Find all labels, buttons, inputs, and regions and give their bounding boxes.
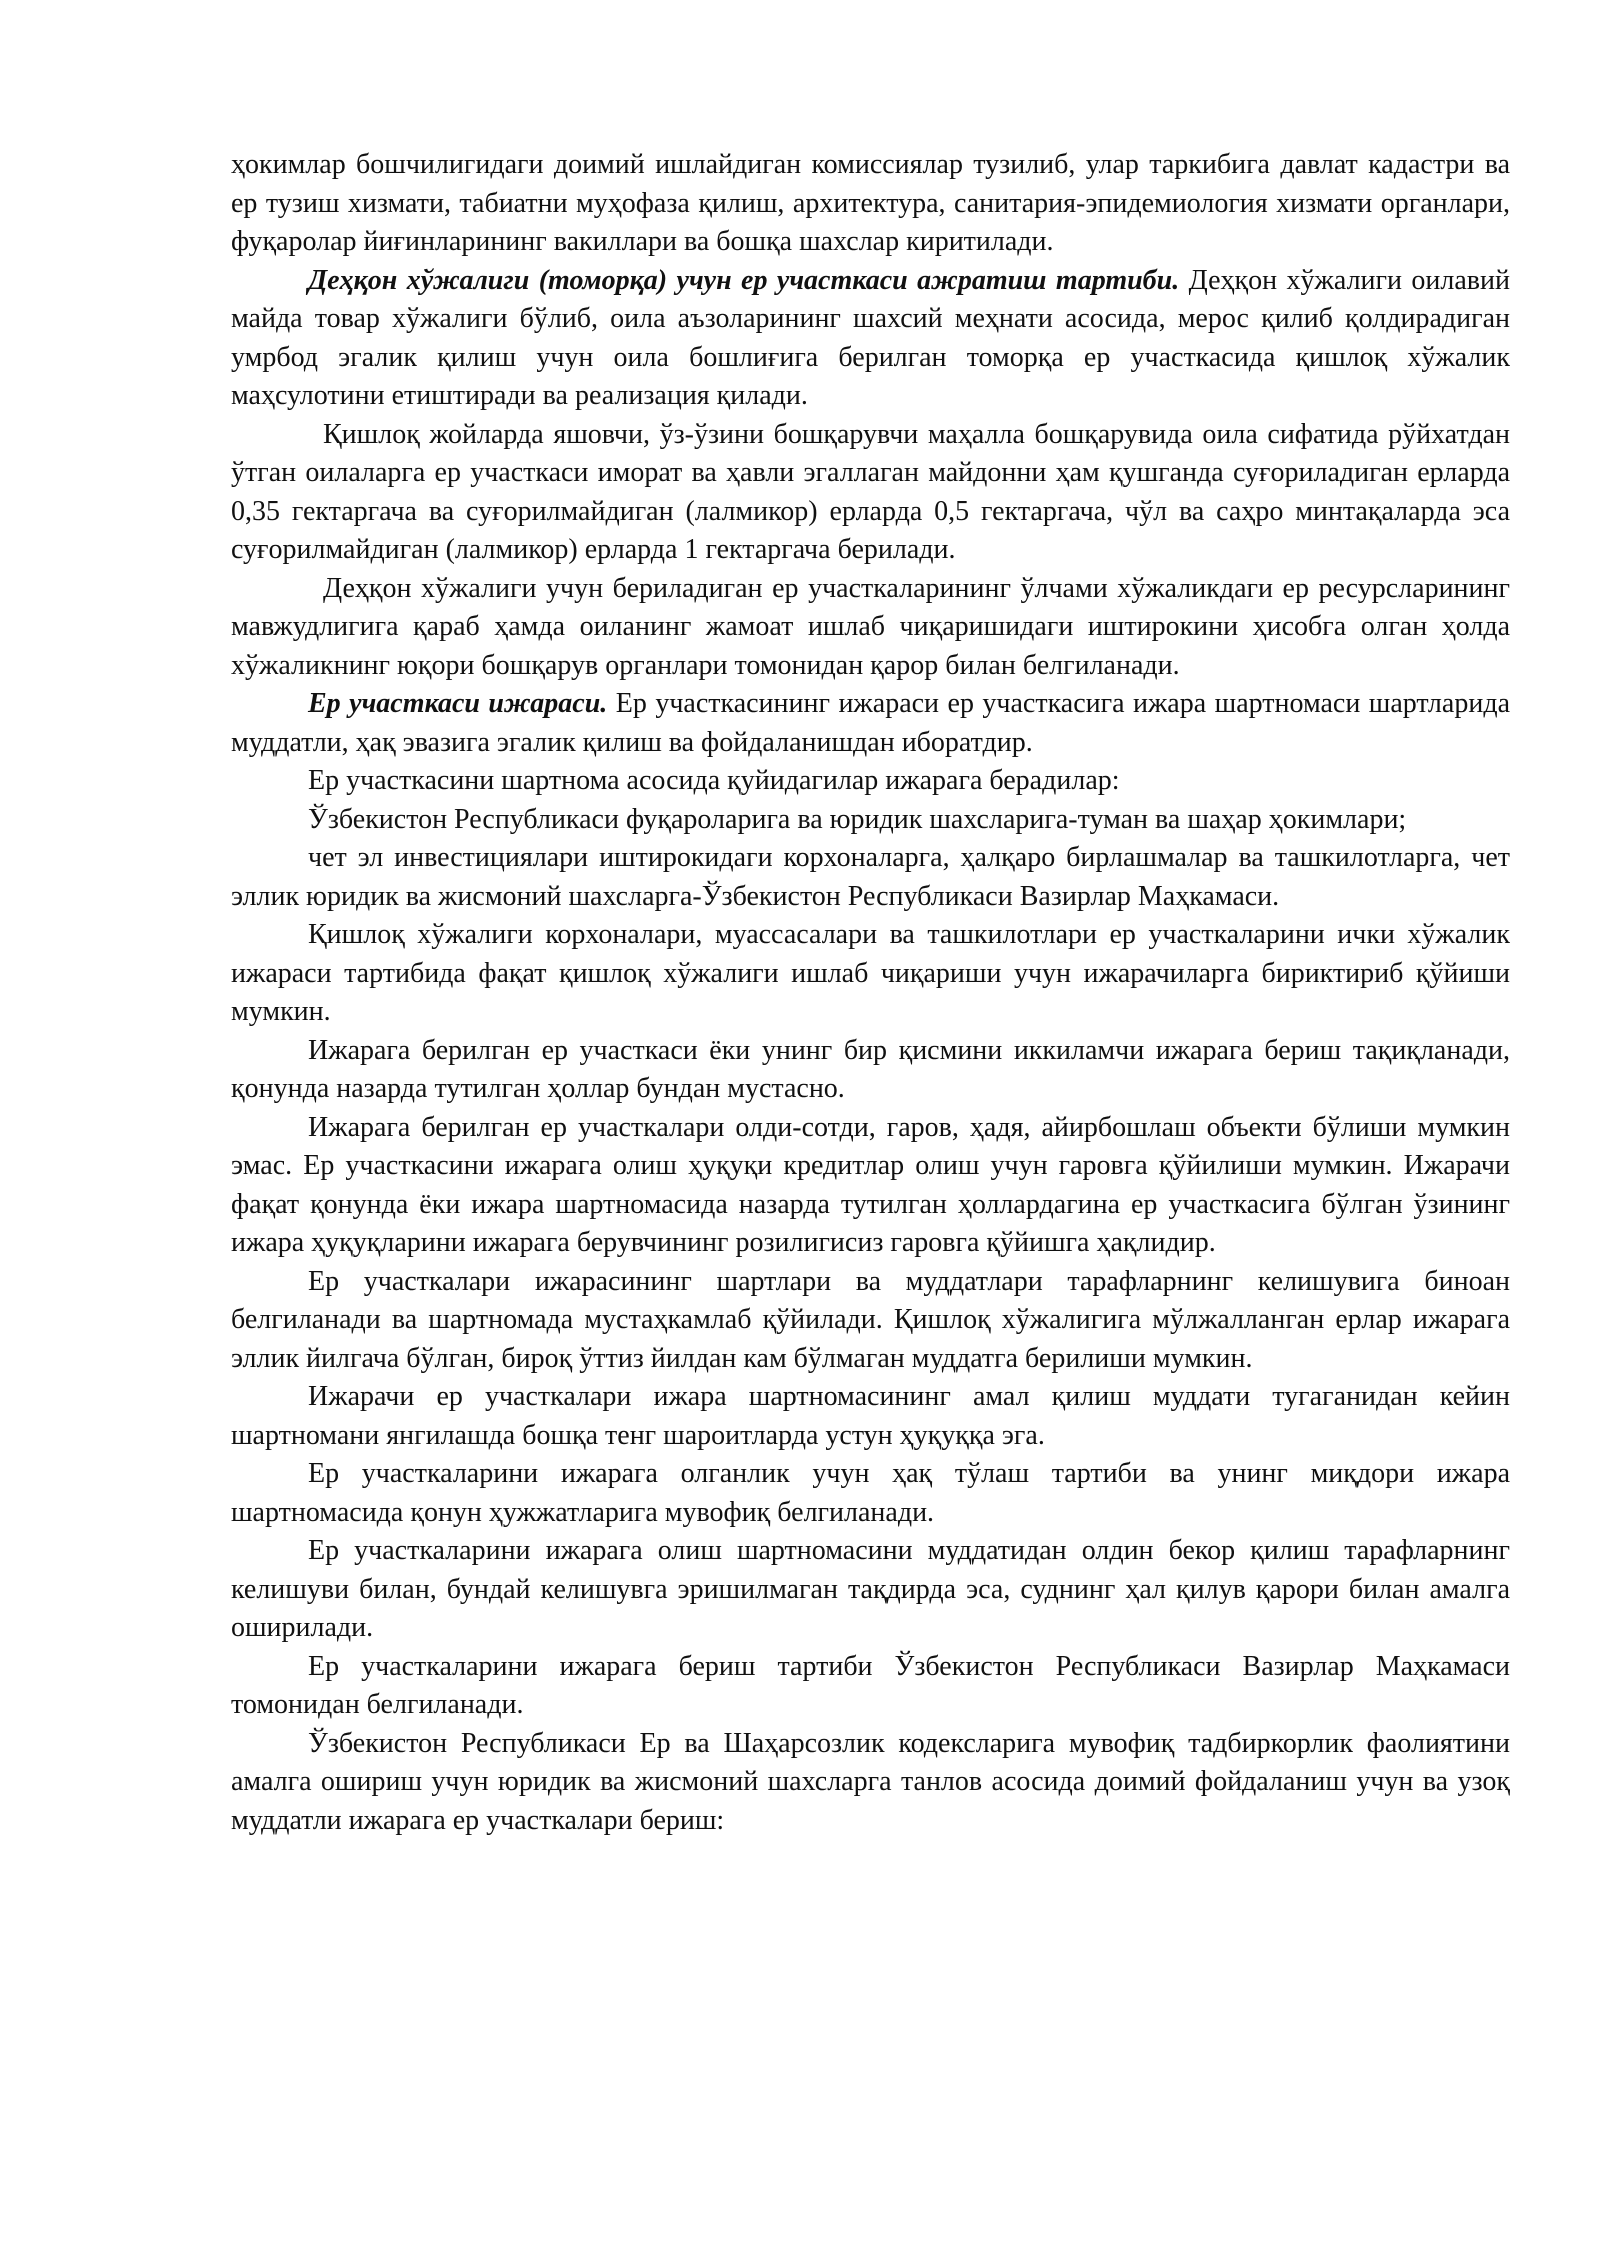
paragraph-lessor-citizens <box>231 801 1510 840</box>
paragraph-text: ҳокимлар бошчилигидаги доимий ишлайдиган комиссиялар тузилиб, улар таркибига давлат кадастри ва ер тузиш хизмати, табиатни муҳофаза қилиш, архитектура, санитария-эпидемиология хизмати органлари, фуқаролар йиғинларининг вакиллари ва бошқа шахслар киритилади. <box>231 149 1510 257</box>
paragraph-text: Ер участкаларини ижарага олганлик учун ҳақ тўлаш тартиби ва унинг миқдори ижара шартномасида қонун ҳужжатларига мувофиқ белгиланади. <box>231 1458 1510 1528</box>
paragraph-text: Ижарага берилган ер участкалари олди-сотди, гаров, ҳадя, айирбошлаш объекти бўлиши мумкин эмас. Ер участкасини ижарага олиш ҳуқуқи кредитлар олиш учун гаровга қўйилиши мумкин. Ижарачи фақат қонунда ёки ижара шартномасида назарда тутилган ҳоллардагина ер участкасига бўлган ўзининг ижара ҳуқуқларини ижарага берувчининг розилигисиз гаровга қўйишга ҳақлидир. <box>231 1111 1510 1258</box>
paragraph-sublease-ban <box>231 1032 1510 1109</box>
document-page <box>231 146 1510 1840</box>
paragraph-lease-procedure <box>231 1648 1510 1725</box>
paragraph-dehqon-allocation <box>231 262 1510 416</box>
paragraph-text: Деҳқон хўжалиги оилавий майда товар хўжалиги бўлиб, оила аъзоларининг шахсий меҳнати асосида, мерос қилиб қолдирадиган умрбод эгалик қилиш учун оила бошлиғига берилган томорқа ер участкасида қишлоқ хўжалик маҳсулотини етиштиради ва реализация қилади. <box>231 264 1510 411</box>
paragraph-lease-renewal <box>231 1378 1510 1455</box>
paragraph-tender-allocation <box>231 1725 1510 1841</box>
paragraph-lessor-foreign <box>231 839 1510 916</box>
paragraph-text: Ер участкаларини ижарага олиш шартномасини муддатидан олдин бекор қилиш тарафларнинг келишуви билан, бундай келишувга эришилмаган тақдирда эса, суднинг ҳал қилув қарори билан амалга оширилади. <box>231 1535 1510 1643</box>
section-heading-land-lease: Ер участкаси ижараси. <box>308 688 608 719</box>
paragraph-text: Ер участкасини шартнома асосида қуйидагилар ижарага берадилар: <box>308 765 1120 796</box>
paragraph-lease-termination <box>231 1532 1510 1648</box>
paragraph-commissions <box>231 146 1510 262</box>
paragraph-text: Ер участкалари ижарасининг шартлари ва муддатлари тарафларнинг келишувига биноан белгиланади ва шартномада мустаҳкамлаб қўйилади. Қишлоқ хўжалигига мўлжалланган ерлар ижарага эллик йилгача бўлган, бироқ ўттиз йилдан кам бўлмаган муддатга берилиши мумкин. <box>231 1265 1510 1374</box>
paragraph-text: Қишлоқ жойларда яшовчи, ўз-ўзини бошқарувчи маҳалла бошқарувида оила сифатида рўйхатдан ўтган оилаларга ер участкаси иморат ва ҳавли эгаллаган майдонни ҳам қушганда суғориладиган ерларда 0,35 гектаргача ва суғорилмайдиган (лалмикор) ерларда 0,5 гектаргача, чўл ва саҳро минтақаларда эса суғорилмайдиган (лалмикор) ерларда 1 гектаргача берилади. <box>231 418 1510 565</box>
paragraph-lease-restrictions <box>231 1109 1510 1263</box>
paragraph-plot-size <box>231 570 1510 686</box>
paragraph-lessors-intro <box>231 762 1510 801</box>
paragraph-text: Ўзбекистон Республикаси фуқароларига ва юридик шахсларига-туман ва шаҳар ҳокимлари; <box>308 803 1407 835</box>
paragraph-rural-families <box>231 416 1510 570</box>
section-heading-dehqon-allocation: Деҳқон хўжалиги (томорқа) учун ер участкаси ажратиш тартиби. <box>308 264 1180 296</box>
paragraph-text: Ижарачи ер участкалари ижара шартномасининг амал қилиш муддати тугаганидан кейин шартномани янгилашда бошқа тенг шароитларда устун ҳуқуққа эга. <box>231 1381 1510 1451</box>
paragraph-text: чет эл инвестициялари иштирокидаги корхоналарга, ҳалқаро бирлашмалар ва ташкилотларга, чет эллик юридик ва жисмоний шахсларга-Ўзбекистон Республикаси Вазирлар Маҳкамаси. <box>231 842 1510 912</box>
paragraph-text: Ижарага берилган ер участкаси ёки унинг бир қисмини иккиламчи ижарага бериш тақиқланади, қонунда назарда тутилган ҳоллар бундан мустасно. <box>231 1034 1510 1104</box>
paragraph-text: Ер участкаларини ижарага бериш тартиби Ўзбекистон Республикаси Вазирлар Маҳкамаси томонидан белгиланади. <box>231 1650 1510 1720</box>
paragraph-text: Деҳқон хўжалиги учун бериладиган ер участкаларининг ўлчами хўжаликдаги ер ресурсларининг мавжудлигига қараб ҳамда оиланинг жамоат ишлаб чиқаришидаги иштирокини ҳисобга олган ҳолда хўжаликнинг юқори бошқарув органлари томонидан қарор билан белгиланади. <box>231 572 1510 681</box>
paragraph-land-lease <box>231 685 1510 762</box>
paragraph-lease-terms <box>231 1263 1510 1379</box>
paragraph-text: Ўзбекистон Республикаси Ер ва Шаҳарсозлик кодексларига мувофиқ тадбиркорлик фаолиятини амалга ошириш учун юридик ва жисмоний шахсларга танлов асосида доимий фойдаланиш учун ва узоқ муддатли ижарага ер участкалари бериш: <box>231 1727 1510 1836</box>
paragraph-text: Ер участкасининг ижараси ер участкасига ижара шартномаси шартларида муддатли, ҳақ эвазига эгалик қилиш ва фойдаланишдан иборатдир. <box>231 688 1510 758</box>
paragraph-lease-payment <box>231 1455 1510 1532</box>
paragraph-text: Қишлоқ хўжалиги корхоналари, муассасалари ва ташкилотлари ер участкаларини ички хўжалик ижараси тартибида фақат қишлоқ хўжалиги ишлаб чиқариши учун ижарачиларга бириктириб қўйиши мумкин. <box>231 919 1510 1027</box>
paragraph-internal-lease <box>231 916 1510 1032</box>
